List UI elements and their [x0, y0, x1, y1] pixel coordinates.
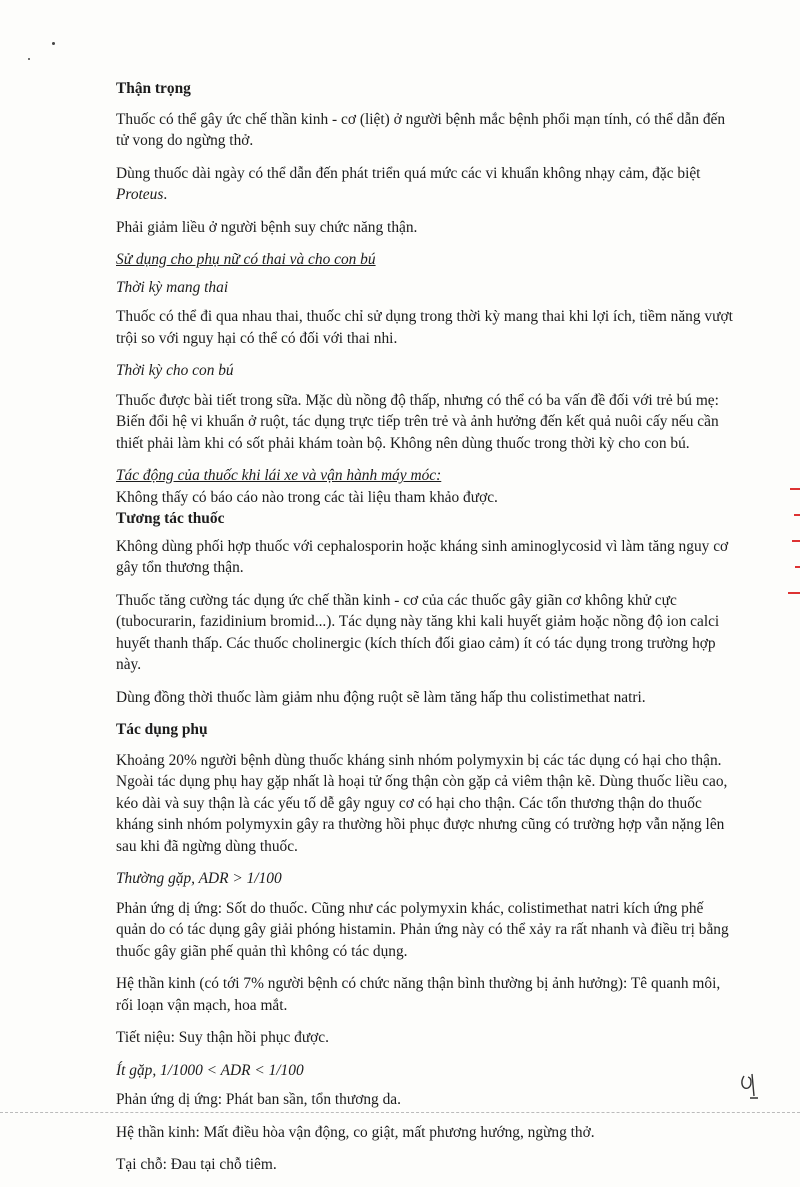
paragraph: Không thấy có báo cáo nào trong các tài liệu tham khảo được.	[116, 488, 498, 506]
paragraph: Dùng đồng thời thuốc làm giảm nhu động ruột sẽ làm tăng hấp thu colistimethat natri.	[116, 688, 646, 706]
paragraph: Phản ứng dị ứng: Sốt do thuốc. Cũng như các polymyxin khác, colistimethat natri kích ứng phế quản do có tác dụng gây giải phóng histamin. Phản ứng này có thể xảy ra rất nhanh và điều trị bằng thuốc gây giãn phế quản thì không có tác dụng.	[116, 899, 729, 960]
page-bottom-rule	[0, 1112, 800, 1113]
paragraph: Hệ thần kinh (có tới 7% người bệnh có chức năng thận bình thường bị ảnh hưởng): Tê quanh môi, rối loạn vận mạch, hoa mắt.	[116, 975, 721, 1014]
heading-driving: Tác động của thuốc khi lái xe và vận hành máy móc:	[116, 467, 442, 484]
scan-speck	[28, 58, 30, 60]
paragraph	[116, 163, 734, 206]
paragraph: Thuốc tăng cường tác dụng ức chế thần kinh - cơ của các thuốc gây giãn cơ không khử cực (tubocurarin, fazidinium bromid...). Tác dụng này tăng khi kali huyết giảm hoặc nồng độ ion calci huyết thanh thấp. Các thuốc cholinergic (kích thích đối giao cảm) ít có tác dụng trong trường hợp này.	[116, 591, 720, 673]
edge-marks	[788, 488, 800, 598]
paragraph: Tiết niệu: Suy thận hồi phục được.	[116, 1029, 329, 1046]
paragraph: Thuốc được bài tiết trong sữa. Mặc dù nồng độ thấp, nhưng có thể có ba vấn đề đối với trẻ bú mẹ: Biến đổi hệ vi khuẩn ở ruột, tác dụng trực tiếp trên trẻ và ảnh hưởng đến kết quả nuôi cấy nếu cần thiết phải làm khi có sốt phải khám toàn bộ. Không nên dùng thuốc trong thời kỳ cho con bú.	[116, 391, 719, 452]
scan-speck	[52, 42, 55, 45]
paragraph: Phải giảm liều ở người bệnh suy chức năng thận.	[116, 218, 418, 236]
subheading-breastfeeding: Thời kỳ cho con bú	[116, 362, 234, 379]
paragraph: Thuốc có thể gây ức chế thần kinh - cơ (liệt) ở người bệnh mắc bệnh phổi mạn tính, có thể dẫn đến tử vong do ngừng thở.	[116, 110, 726, 149]
subheading-common: Thường gặp, ADR > 1/100	[116, 870, 282, 887]
heading-pregnancy: Sử dụng cho phụ nữ có thai và cho con bú	[116, 251, 376, 268]
paragraph: Tại chỗ: Đau tại chỗ tiêm.	[116, 1156, 277, 1173]
subheading-pregnancy-period: Thời kỳ mang thai	[116, 278, 229, 296]
text-run: Dùng thuốc dài ngày có thể dẫn đến phát triển quá mức các vi khuẩn không nhạy cảm, đặc biệt	[116, 164, 701, 182]
paragraph: Phản ứng dị ứng: Phát ban sần, tổn thương da.	[116, 1091, 401, 1108]
paragraph: Không dùng phối hợp thuốc với cephalosporin hoặc kháng sinh aminoglycosid vì làm tăng nguy cơ gây tổn thương thận.	[116, 537, 729, 576]
heading-than-trong: Thận trọng	[116, 80, 191, 97]
italic-term: Proteus	[116, 186, 164, 203]
paragraph: Thuốc có thể đi qua nhau thai, thuốc chỉ sử dụng trong thời kỳ mang thai khi lợi ích, tiềm năng vượt trội so với nguy hại có thể có đối với thai nhi.	[116, 308, 733, 347]
subheading-uncommon: Ít gặp, 1/1000 < ADR < 1/100	[116, 1061, 304, 1079]
heading-side-effects: Tác dụng phụ	[116, 721, 208, 738]
document-body	[116, 78, 734, 1187]
text-run: .	[163, 186, 168, 203]
handwritten-mark	[738, 1068, 768, 1108]
heading-interactions: Tương tác thuốc	[116, 510, 225, 527]
paragraph: Khoảng 20% người bệnh dùng thuốc kháng sinh nhóm polymyxin bị các tác dụng có hại cho thận. Ngoài tác dụng phụ hay gặp nhất là hoại tử ống thận còn gặp cả viêm thận kẽ. Dùng thuốc liều cao, kéo dài và suy thận là các yếu tố dễ gây nguy cơ có hại cho thận. Các tổn thương thận do thuốc kháng sinh nhóm polymyxin gây ra thường hồi phục được nhưng cũng có trường hợp vẫn nặng lên sau khi đã ngừng dùng thuốc.	[116, 751, 728, 855]
paragraph: Hệ thần kinh: Mất điều hòa vận động, co giật, mất phương hướng, ngừng thở.	[116, 1123, 595, 1141]
